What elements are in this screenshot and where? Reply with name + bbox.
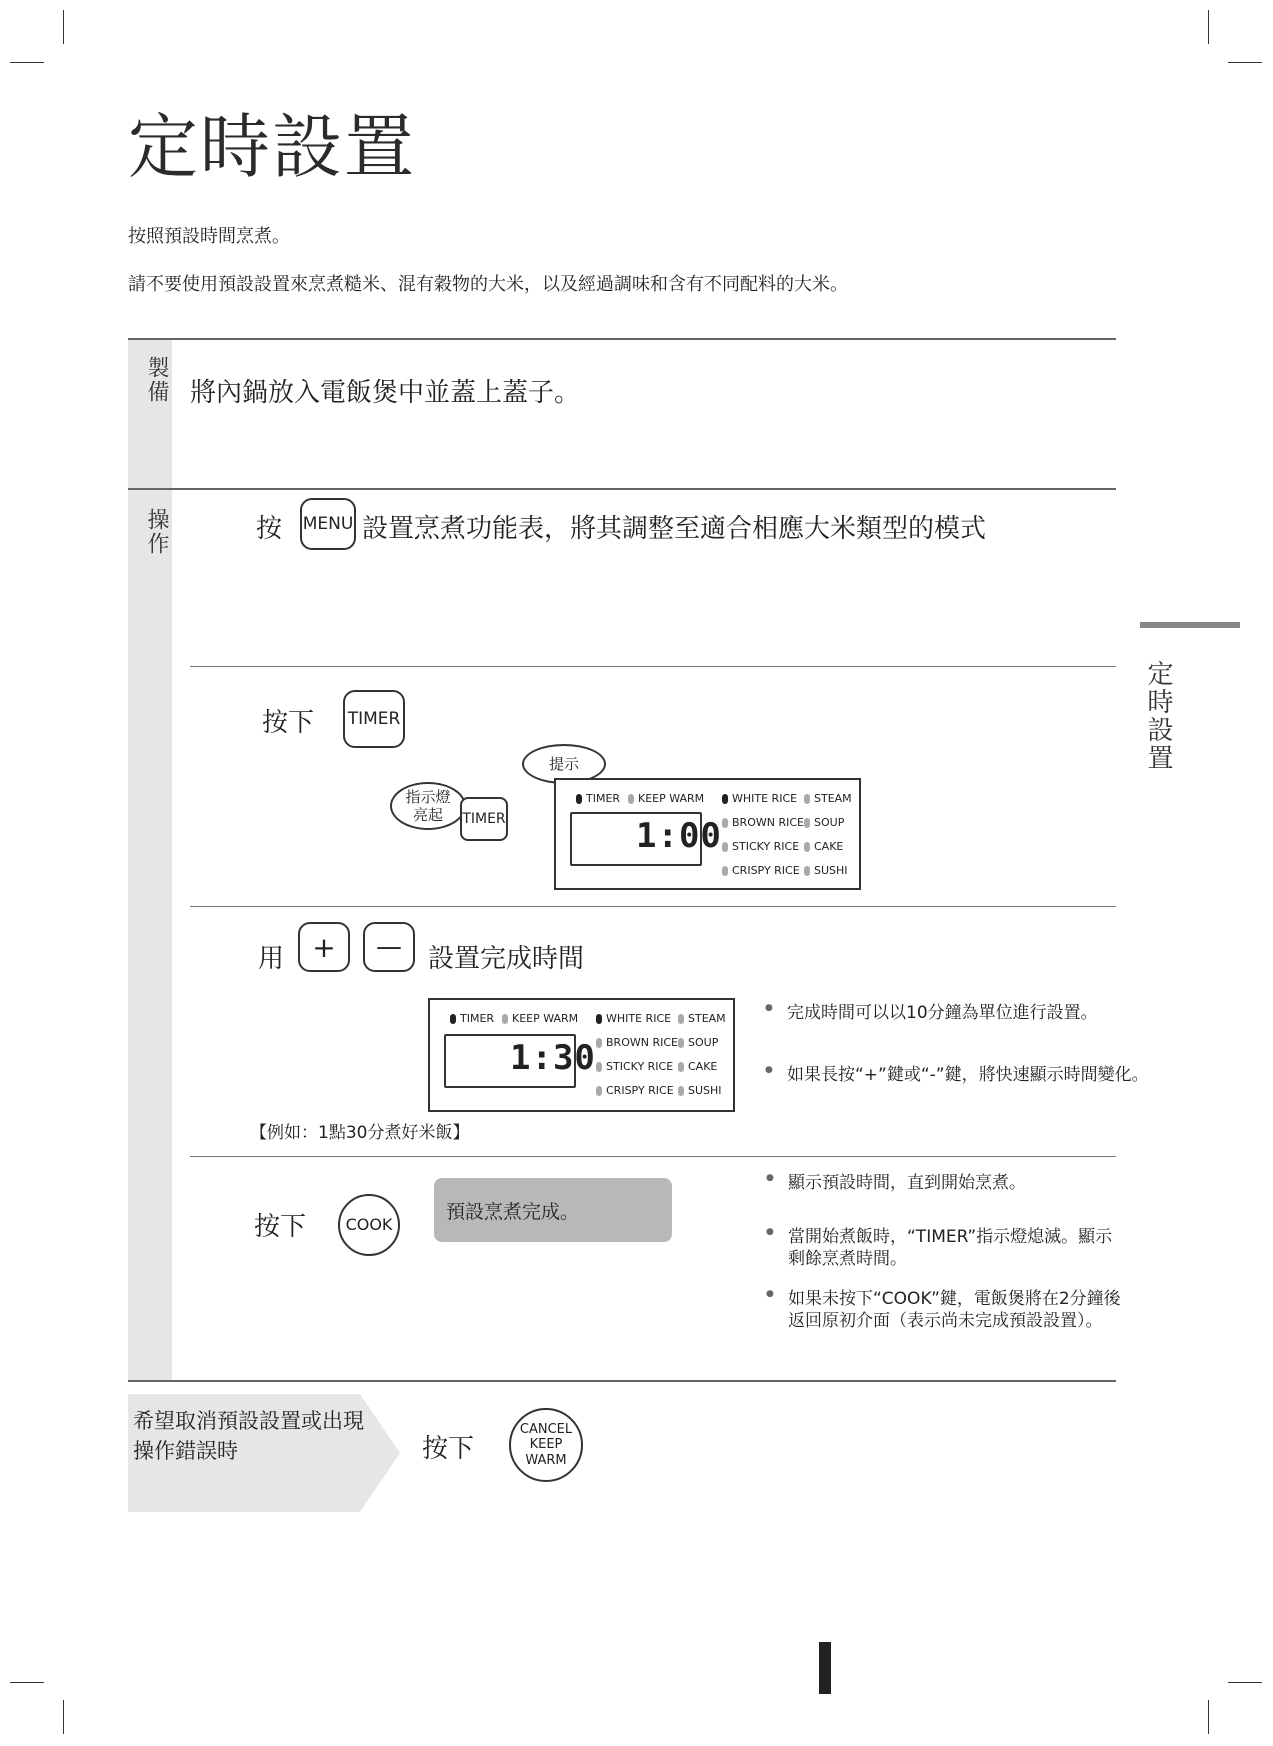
indicator-dot-off bbox=[804, 794, 810, 804]
timer-button[interactable]: TIMER bbox=[343, 690, 405, 748]
section-divider bbox=[128, 338, 1116, 340]
lcd-panel-2 bbox=[428, 998, 735, 1112]
step3-use-text: 用 bbox=[258, 944, 285, 974]
page-number-mark bbox=[819, 1642, 831, 1694]
indicator-dot-off bbox=[722, 818, 728, 828]
lcd-crispy-rice-indicator: CRISPY RICE bbox=[722, 864, 800, 877]
step-divider bbox=[190, 906, 1116, 907]
indicator-bubble-line-1: 指示燈 bbox=[405, 788, 451, 806]
crop-mark bbox=[1208, 10, 1209, 44]
prep-label: 製備 bbox=[144, 356, 169, 404]
lcd-keep-warm-indicator: KEEP WARM bbox=[502, 1012, 578, 1025]
step3-bullet-1: ● 完成時間可以以10分鐘為單位進行設置。 bbox=[765, 1002, 1167, 1024]
indicator-dot-off bbox=[722, 866, 728, 876]
lcd-timer-indicator: TIMER bbox=[576, 792, 620, 805]
lcd-brown-rice-indicator: BROWN RICE bbox=[596, 1036, 678, 1049]
step3-text: 設置完成時間 bbox=[428, 944, 585, 974]
lcd-sticky-rice-indicator: STICKY RICE bbox=[722, 840, 799, 853]
step3-example: 【例如：1點30分煮好米飯】 bbox=[250, 1123, 470, 1143]
crop-mark bbox=[1228, 1682, 1262, 1683]
section-divider bbox=[128, 1380, 1116, 1382]
lcd-sushi-indicator: SUSHI bbox=[678, 1084, 722, 1097]
step4-bullet-2: ● 當開始煮飯時，“TIMER”指示燈熄滅。顯示剩餘烹煮時間。 bbox=[766, 1226, 1118, 1270]
cancel-press-text: 按下 bbox=[422, 1434, 475, 1464]
page-title: 定時設置 bbox=[128, 106, 416, 188]
indicator-bubble bbox=[390, 782, 466, 830]
cancel-key-line-2: KEEP bbox=[529, 1437, 563, 1453]
operation-sidebar bbox=[128, 490, 172, 1380]
indicator-dot-off bbox=[596, 1062, 602, 1072]
lcd-white-rice-indicator: WHITE RICE bbox=[722, 792, 797, 805]
lcd-keep-warm-indicator: KEEP WARM bbox=[628, 792, 704, 805]
crop-mark bbox=[1228, 62, 1262, 63]
intro-line-2: 請不要使用預設設置來烹煮糙米、混有穀物的大米，以及經過調味和含有不同配料的大米。 bbox=[128, 274, 848, 295]
step1-text: 設置烹煮功能表，將其調整至適合相應大米類型的模式 bbox=[362, 514, 987, 544]
lcd-time-display: 1:00 bbox=[636, 816, 722, 856]
intro-line-1: 按照預設時間烹煮。 bbox=[128, 226, 290, 247]
indicator-dot-off bbox=[628, 794, 634, 804]
preset-complete-note: 預設烹煮完成。 bbox=[434, 1178, 672, 1242]
minus-button[interactable]: — bbox=[363, 922, 415, 972]
menu-button[interactable]: MENU bbox=[300, 498, 356, 550]
plus-button[interactable]: + bbox=[298, 922, 350, 972]
lcd-soup-indicator: SOUP bbox=[804, 816, 844, 829]
hint-bubble: 提示 bbox=[522, 744, 606, 784]
lcd-brown-rice-indicator: BROWN RICE bbox=[722, 816, 804, 829]
crop-mark bbox=[63, 10, 64, 44]
lcd-white-rice-indicator: WHITE RICE bbox=[596, 1012, 671, 1025]
cancel-key-line-1: CANCEL bbox=[519, 1421, 573, 1437]
step-divider bbox=[190, 666, 1116, 667]
step4-press-text: 按下 bbox=[254, 1212, 307, 1242]
cancel-label-line-2: 操作錯誤時 bbox=[133, 1439, 238, 1464]
step2-press-text: 按下 bbox=[262, 708, 315, 738]
step4-bullet-1: ● 顯示預設時間，直到開始烹煮。 bbox=[766, 1172, 1148, 1194]
crop-mark bbox=[10, 1682, 44, 1683]
indicator-dot-off bbox=[722, 842, 728, 852]
step1-press-text: 按 bbox=[256, 514, 283, 544]
cancel-key-line-3: WARM bbox=[525, 1452, 567, 1468]
lcd-sushi-indicator: SUSHI bbox=[804, 864, 848, 877]
cancel-label bbox=[133, 1406, 364, 1467]
lcd-cake-indicator: CAKE bbox=[804, 840, 843, 853]
side-tab-bar bbox=[1140, 622, 1240, 628]
lcd-soup-indicator: SOUP bbox=[678, 1036, 718, 1049]
indicator-dot-off bbox=[804, 842, 810, 852]
crop-mark bbox=[1208, 1700, 1209, 1734]
operation-label: 操作 bbox=[144, 508, 169, 556]
lcd-time-display: 1:30 bbox=[510, 1038, 596, 1078]
indicator-dot-off bbox=[678, 1086, 684, 1096]
step-divider bbox=[190, 1156, 1116, 1157]
lcd-steam-indicator: STEAM bbox=[678, 1012, 726, 1025]
lcd-timer-indicator: TIMER bbox=[450, 1012, 494, 1025]
indicator-dot-off bbox=[678, 1038, 684, 1048]
lcd-cake-indicator: CAKE bbox=[678, 1060, 717, 1073]
lcd-panel-1 bbox=[554, 778, 861, 890]
indicator-dot-off bbox=[596, 1038, 602, 1048]
indicator-dot-off bbox=[804, 818, 810, 828]
step3-bullet-2: ● 如果長按“+”鍵或“-”鍵，將快速顯示時間變化。 bbox=[765, 1064, 1187, 1086]
section-divider bbox=[128, 488, 1116, 490]
lcd-sticky-rice-indicator: STICKY RICE bbox=[596, 1060, 673, 1073]
cancel-label-line-1: 希望取消預設設置或出現 bbox=[133, 1409, 364, 1433]
indicator-dot-on bbox=[722, 794, 728, 804]
indicator-dot-on bbox=[576, 794, 582, 804]
indicator-dot-on bbox=[596, 1014, 602, 1024]
indicator-dot-off bbox=[596, 1086, 602, 1096]
indicator-dot-off bbox=[804, 866, 810, 876]
lcd-steam-indicator: STEAM bbox=[804, 792, 852, 805]
indicator-bubble-line-2: 亮起 bbox=[412, 806, 443, 824]
indicator-dot-on bbox=[450, 1014, 456, 1024]
crop-mark bbox=[10, 62, 44, 63]
cancel-keep-warm-button[interactable] bbox=[509, 1408, 583, 1482]
step4-bullet-3: ● 如果未按下“COOK”鍵，電飯煲將在2分鐘後返回原初介面（表示尚未完成預設設置）。 bbox=[766, 1288, 1128, 1332]
timer-button-small: TIMER bbox=[460, 797, 508, 841]
crop-mark bbox=[63, 1700, 64, 1734]
indicator-dot-off bbox=[678, 1062, 684, 1072]
indicator-dot-off bbox=[678, 1014, 684, 1024]
side-tab-label: 定時設置 bbox=[1143, 660, 1173, 772]
cook-button[interactable]: COOK bbox=[338, 1194, 400, 1256]
prep-text: 將內鍋放入電飯煲中並蓋上蓋子。 bbox=[190, 378, 581, 408]
lcd-crispy-rice-indicator: CRISPY RICE bbox=[596, 1084, 674, 1097]
indicator-dot-off bbox=[502, 1014, 508, 1024]
